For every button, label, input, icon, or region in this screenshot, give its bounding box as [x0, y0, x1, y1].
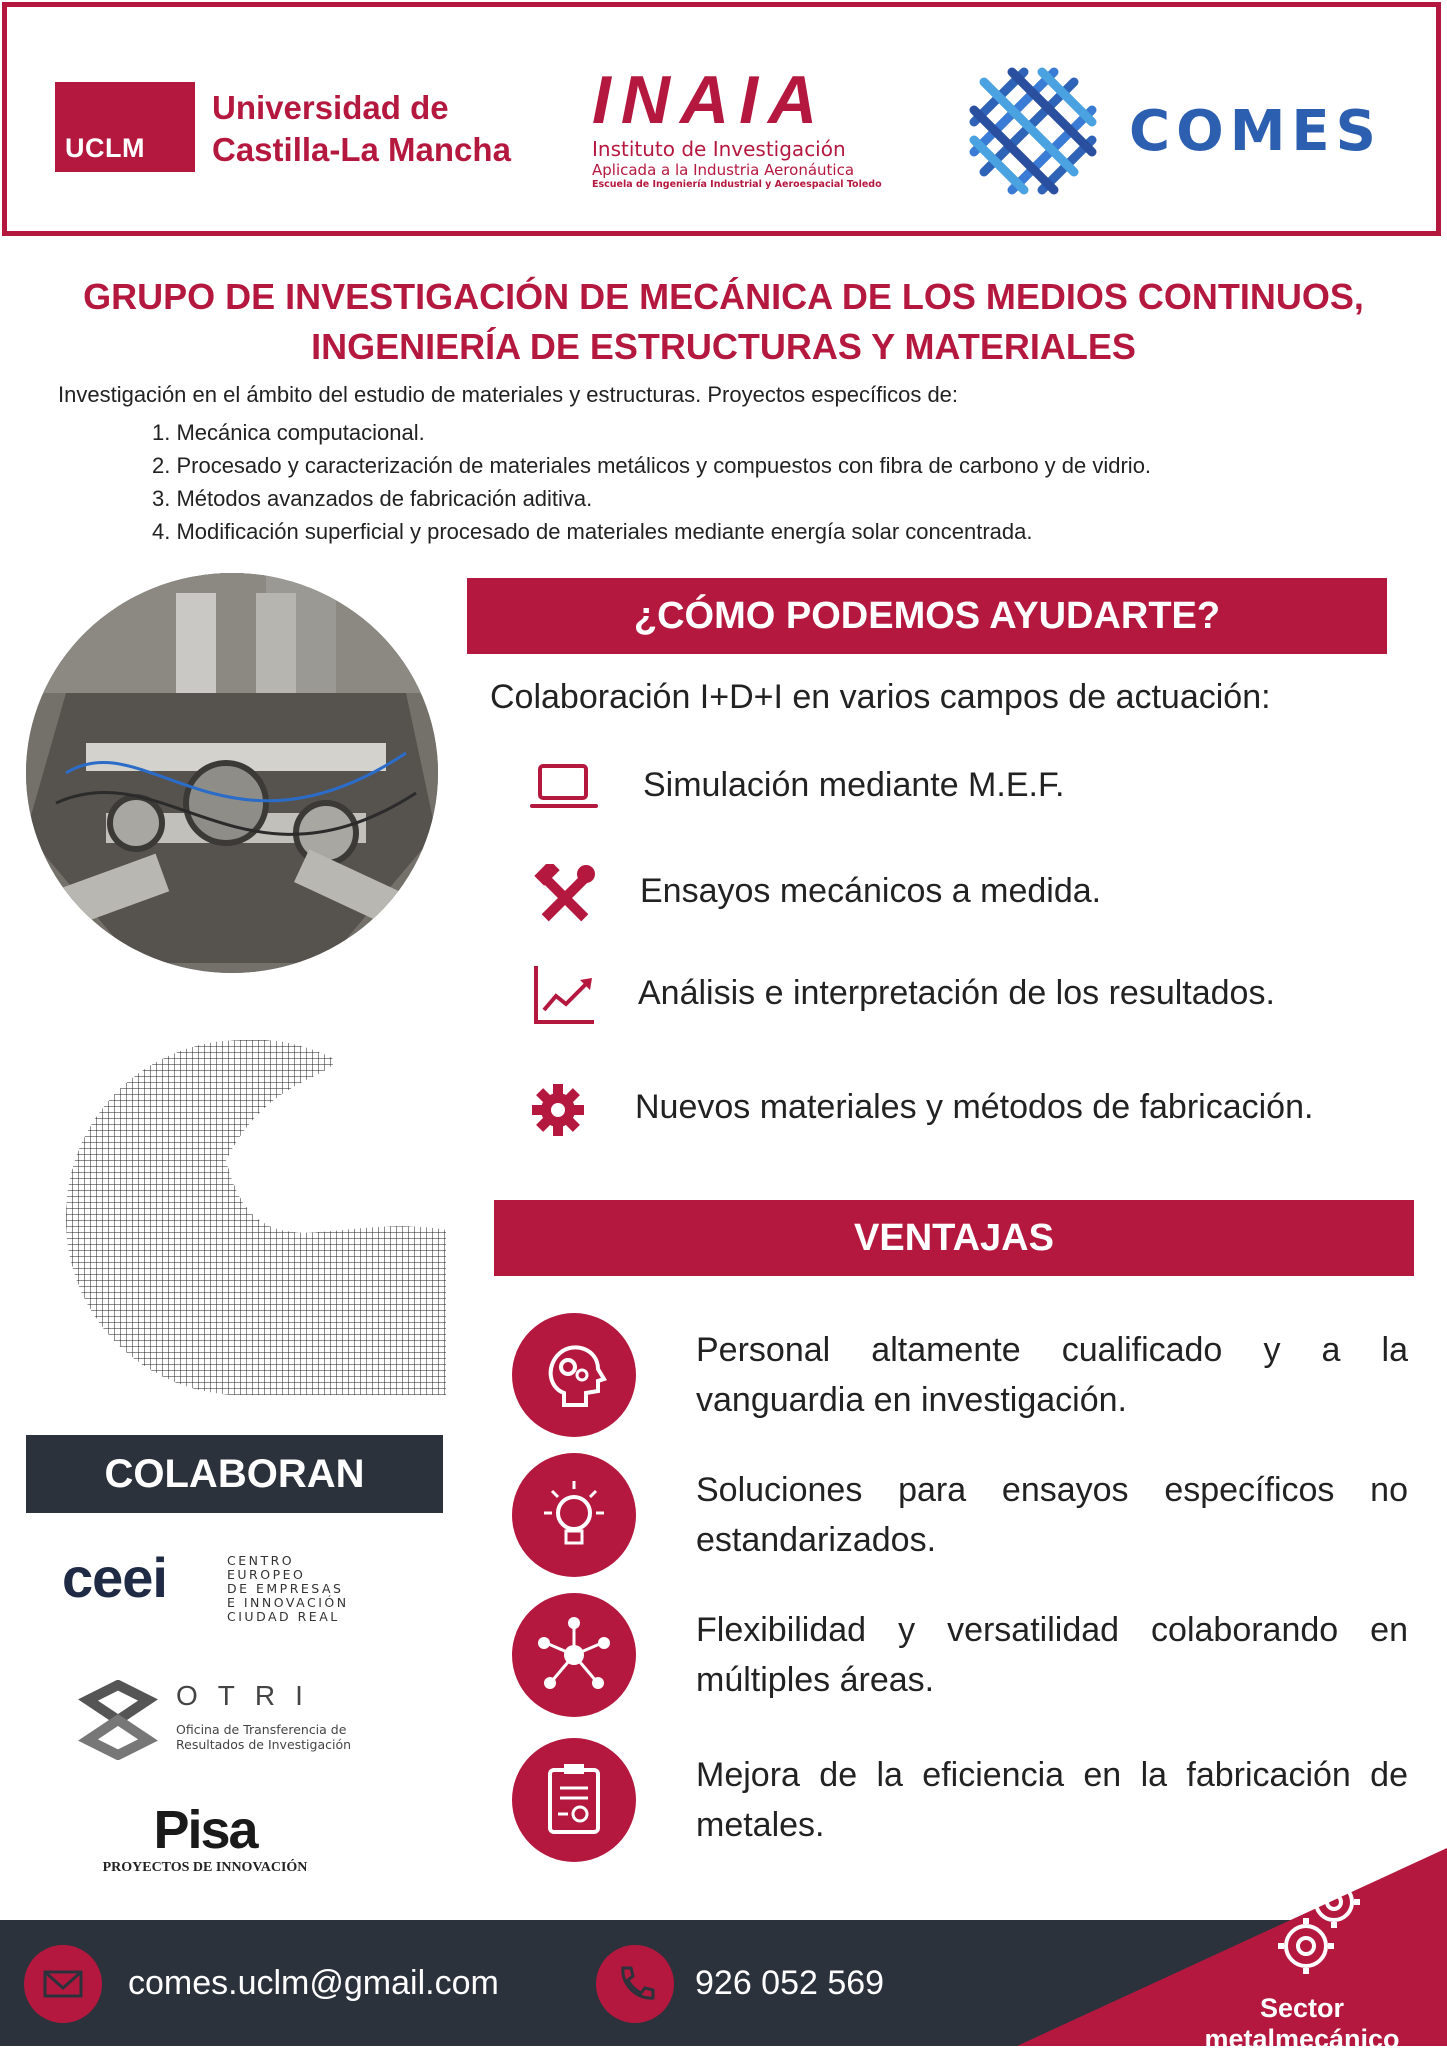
lab-machine-photo — [26, 573, 438, 973]
contact-phone[interactable]: 926 052 569 — [695, 1964, 885, 2002]
topic-item: 1. Mecánica computacional. — [152, 420, 425, 445]
header-logos-frame — [2, 2, 1441, 236]
ceei-line: E INNOVACIÓN — [227, 1595, 349, 1610]
lab-machine-illustration — [26, 573, 438, 973]
service-item-simulation — [530, 758, 1430, 818]
pisa-logo-word: Pisa — [153, 1800, 257, 1860]
phone-icon-badge — [596, 1945, 674, 2023]
email-icon-badge — [24, 1945, 102, 2023]
help-lead-text: Colaboración I+D+I en varios campos de actuación: — [490, 678, 1271, 716]
sector-corner — [1017, 1848, 1447, 2054]
envelope-icon — [43, 1964, 83, 2004]
page-title — [0, 272, 1447, 372]
head-gears-icon — [534, 1335, 614, 1415]
ceei-line: DE EMPRESAS — [227, 1581, 344, 1596]
service-text: Análisis e interpretación de los resultados. — [638, 974, 1275, 1012]
otri-knot-icon — [78, 1680, 158, 1760]
service-text: Ensayos mecánicos a medida. — [640, 872, 1102, 910]
advantage-item-staff — [512, 1313, 1432, 1438]
trend-chart-icon — [530, 966, 598, 1026]
service-item-testing — [530, 864, 1430, 924]
intro-text: Investigación en el ámbito del estudio de materiales y estructuras. Proyectos específicos de: — [58, 382, 959, 407]
ceei-logo-caption — [227, 1554, 372, 1624]
service-item-materials — [530, 1080, 1430, 1140]
university-name-line1: Universidad de — [212, 89, 449, 126]
ceei-line: CIUDAD REAL — [227, 1609, 340, 1624]
advantages-heading: VENTAJAS — [494, 1200, 1414, 1276]
topic-item: 3. Métodos avanzados de fabricación aditiva. — [152, 486, 593, 511]
advantage-item-efficiency — [512, 1738, 1432, 1863]
uclm-logo — [55, 82, 195, 172]
ceei-line: CENTRO EUROPEO — [227, 1553, 306, 1582]
sector-label: Sector metalmecánico — [1204, 1993, 1400, 2054]
comes-weave-logo-icon — [964, 62, 1102, 200]
gears-icon — [1272, 1870, 1372, 1980]
otri-logo-caption — [176, 1722, 351, 1752]
service-text: Nuevos materiales y métodos de fabricación. — [635, 1088, 1314, 1126]
laptop-icon — [530, 758, 598, 818]
pisa-logo-caption: PROYECTOS DE INNOVACIÓN — [102, 1860, 308, 1875]
advantage-icon-badge — [512, 1593, 636, 1717]
topic-item: 2. Procesado y caracterización de materiales metálicos y compuestos con fibra de carbono y de vidrio. — [152, 453, 1152, 478]
service-text: Simulación mediante M.E.F. — [643, 766, 1065, 804]
fem-mesh-image — [36, 1040, 446, 1395]
otri-caption-line1: Oficina de Transferencia de — [176, 1722, 347, 1737]
topics-list — [152, 416, 1151, 548]
advantage-icon-badge — [512, 1453, 636, 1577]
inaia-logo — [592, 62, 932, 205]
ceei-logo — [62, 1546, 372, 1624]
advantage-item-solutions — [512, 1453, 1432, 1578]
page-title-line1: GRUPO DE INVESTIGACIÓN DE MECÁNICA DE LOS MEDIOS CONTINUOS, — [83, 276, 1364, 317]
otri-logo — [78, 1680, 378, 1760]
page-title-line2: INGENIERÍA DE ESTRUCTURAS Y MATERIALES — [311, 326, 1136, 367]
uclm-logo-text: UCLM — [65, 133, 145, 163]
advantage-text: Mejora de la eficiencia en la fabricación de metales. — [696, 1756, 1408, 1844]
help-heading: ¿CÓMO PODEMOS AYUDARTE? — [467, 578, 1387, 654]
advantage-icon-badge — [512, 1738, 636, 1862]
hammer-wrench-icon — [530, 864, 598, 924]
gear-icon — [530, 1080, 598, 1140]
inaia-logo-word: INAIA — [592, 62, 828, 138]
inaia-line2: Aplicada a la Industria Aeronáutica — [592, 161, 855, 179]
topic-item: 4. Modificación superficial y procesado de materiales mediante energía solar concentrada. — [152, 519, 1033, 544]
lightbulb-icon — [534, 1475, 614, 1555]
service-item-analysis — [530, 966, 1430, 1026]
advantage-icon-badge — [512, 1313, 636, 1437]
advantage-text: Flexibilidad y versatilidad colaborando en múltiples áreas. — [696, 1611, 1408, 1699]
advantage-text: Soluciones para ensayos específicos no estandarizados. — [696, 1471, 1408, 1559]
comes-logo-text: COMES — [1129, 99, 1383, 164]
inaia-line3: Escuela de Ingeniería Industrial y Aeroespacial Toledo — [592, 179, 882, 190]
inaia-line1: Instituto de Investigación — [592, 137, 846, 161]
ceei-logo-word: ceei — [62, 1546, 167, 1609]
university-name — [212, 87, 511, 171]
collaborators-heading: COLABORAN — [26, 1435, 443, 1513]
pisa-logo — [80, 1800, 330, 1890]
advantage-item-flexibility — [512, 1593, 1432, 1718]
advantage-text: Personal altamente cualificado y a la vanguardia en investigación. — [696, 1331, 1408, 1419]
network-icon — [534, 1615, 614, 1695]
otri-caption-line2: Resultados de Investigación — [176, 1737, 352, 1752]
certificate-clipboard-icon — [534, 1760, 614, 1840]
contact-email[interactable]: comes.uclm@gmail.com — [128, 1964, 499, 2002]
otri-logo-word: OTRI — [176, 1680, 323, 1711]
phone-icon — [615, 1964, 655, 2004]
university-name-line2: Castilla-La Mancha — [212, 131, 511, 168]
